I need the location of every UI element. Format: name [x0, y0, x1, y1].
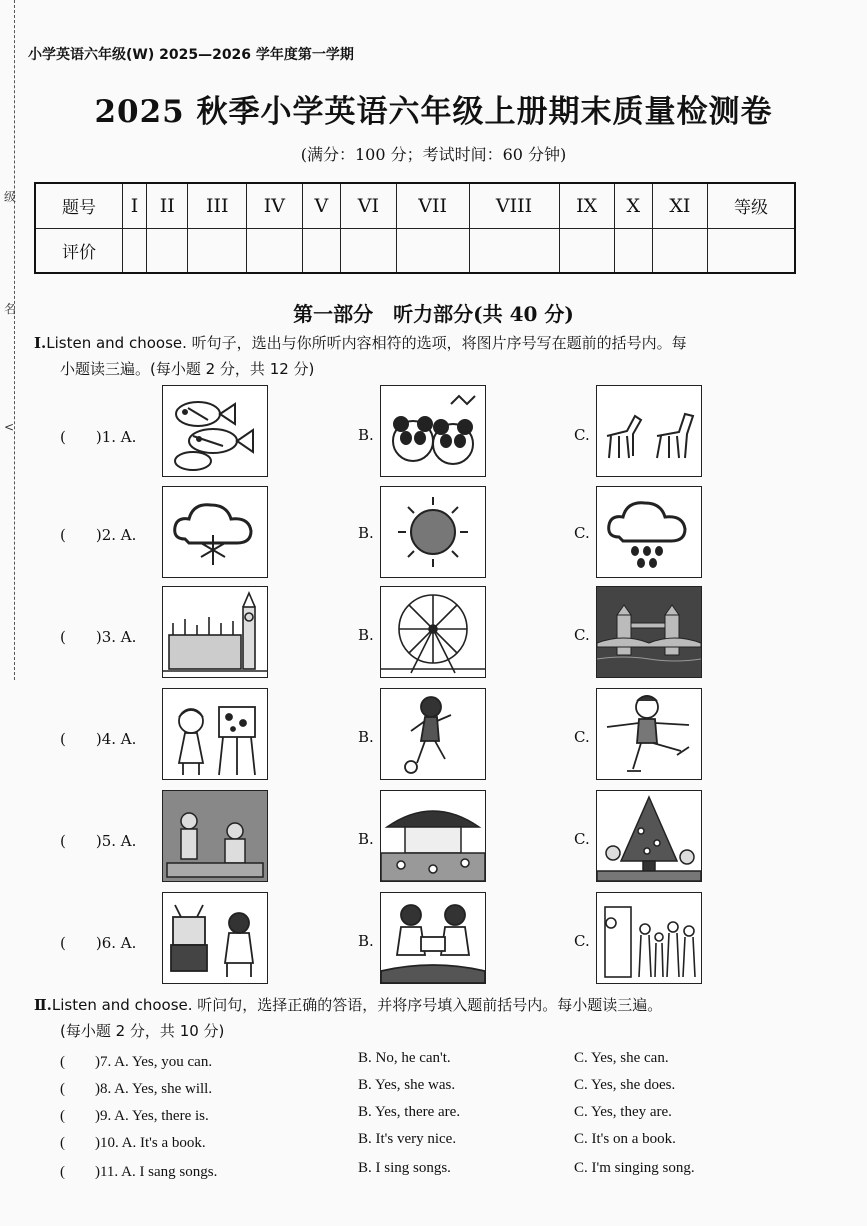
question-9-option-c: C. Yes, they are.	[574, 1104, 672, 1120]
exam-header: 小学英语六年级(W) 2025—2026 学年度第一学期	[28, 47, 354, 63]
question-6-option-c: C.	[574, 932, 590, 950]
question-6-label: ( )6. A.	[60, 934, 137, 952]
score-cell	[188, 228, 247, 273]
family-door-picture-icon	[596, 892, 702, 984]
garden-picture-icon	[380, 790, 486, 882]
question-3-option-b: B.	[358, 626, 374, 644]
sun-icon	[380, 486, 486, 578]
question-2-option-b: B.	[358, 524, 374, 542]
pandas-picture-icon	[380, 385, 486, 477]
score-cell	[652, 228, 707, 273]
girl-painting-picture-icon	[162, 688, 268, 780]
question-11-option-b: B. I sing songs.	[358, 1160, 451, 1176]
score-col-2: II	[147, 183, 188, 228]
score-cell	[614, 228, 652, 273]
question-5-option-b: B.	[358, 830, 374, 848]
question-10-option-a: ( )10. A. It's a book.	[60, 1135, 206, 1151]
question-11-option-a: ( )11. A. I sang songs.	[60, 1164, 218, 1180]
score-cell	[341, 228, 397, 273]
question-1-option-c: C.	[574, 426, 590, 444]
score-cell	[559, 228, 614, 273]
question-5-option-c: C.	[574, 830, 590, 848]
score-table	[34, 182, 796, 274]
page-title: 2025 秋季小学英语六年级上册期末质量检测卷	[94, 94, 773, 130]
section-one-line1: Listen and choose. 听句子，选出与你所听内容相符的选项，将图片序号写在题前的括号内。每	[46, 334, 687, 352]
score-cell	[147, 228, 188, 273]
question-1-option-b: B.	[358, 426, 374, 444]
christmas-tree-picture-icon	[596, 790, 702, 882]
margin-mark-class: 级	[4, 190, 17, 204]
children-reading-picture-icon	[380, 892, 486, 984]
score-col-5: V	[302, 183, 340, 228]
score-cell	[469, 228, 559, 273]
question-8-option-b: B. Yes, she was.	[358, 1077, 456, 1093]
score-table-row2-label: 评价	[35, 228, 123, 273]
section-two-instruction	[34, 992, 834, 1044]
score-cell	[396, 228, 469, 273]
question-10-option-b: B. It's very nice.	[358, 1131, 457, 1147]
score-cell	[708, 228, 796, 273]
section-one-instruction	[34, 330, 834, 382]
page-subtitle: (满分：100 分；考试时间：60 分钟)	[300, 145, 567, 164]
section-one-line2: 小题读三遍。(每小题 2 分，共 12 分)	[60, 360, 315, 378]
question-4-label: ( )4. A.	[60, 730, 137, 748]
question-1-label: ( )1. A.	[60, 428, 137, 446]
question-8-option-a: ( )8. A. Yes, she will.	[60, 1081, 213, 1097]
score-grade-label: 等级	[708, 183, 796, 228]
section-one-number: Ⅰ.	[34, 334, 47, 352]
score-col-10: X	[614, 183, 652, 228]
question-4-option-b: B.	[358, 728, 374, 746]
score-col-1: I	[123, 183, 147, 228]
question-10-option-c: C. It's on a book.	[574, 1131, 676, 1147]
score-col-11: XI	[652, 183, 707, 228]
margin-mark-arrow: <	[4, 420, 15, 434]
score-col-8: VIII	[469, 183, 559, 228]
score-table-eval-row	[35, 228, 795, 273]
question-2-option-c: C.	[574, 524, 590, 542]
margin-mark-name: 名	[4, 302, 17, 316]
part-one-title: 第一部分 听力部分(共 40 分)	[293, 302, 574, 326]
question-8-option-c: C. Yes, she does.	[574, 1077, 676, 1093]
section-two-number: Ⅱ.	[34, 996, 52, 1014]
question-9-option-a: ( )9. A. Yes, there is.	[60, 1108, 209, 1124]
ferris-wheel-picture-icon	[380, 586, 486, 678]
snowy-cloud-icon	[162, 486, 268, 578]
tower-bridge-picture-icon	[596, 586, 702, 678]
boy-skating-picture-icon	[596, 688, 702, 780]
question-7-option-a: ( )7. A. Yes, you can.	[60, 1054, 213, 1070]
question-6-option-b: B.	[358, 932, 374, 950]
question-11-option-c: C. I'm singing song.	[574, 1160, 695, 1176]
fish-picture-icon	[162, 385, 268, 477]
score-col-9: IX	[559, 183, 614, 228]
score-table-row1-label: 题号	[35, 183, 123, 228]
boy-tv-picture-icon	[162, 892, 268, 984]
question-3-option-c: C.	[574, 626, 590, 644]
question-7-option-b: B. No, he can't.	[358, 1050, 451, 1066]
section-two-line2: (每小题 2 分，共 10 分)	[60, 1022, 225, 1040]
question-3-label: ( )3. A.	[60, 628, 137, 646]
score-cell	[247, 228, 303, 273]
family-room-picture-icon	[162, 790, 268, 882]
score-col-4: IV	[247, 183, 303, 228]
score-col-7: VII	[396, 183, 469, 228]
question-4-option-c: C.	[574, 728, 590, 746]
big-ben-picture-icon	[162, 586, 268, 678]
score-col-3: III	[188, 183, 247, 228]
score-table-header-row	[35, 183, 795, 228]
question-7-option-c: C. Yes, she can.	[574, 1050, 669, 1066]
question-5-label: ( )5. A.	[60, 832, 137, 850]
score-cell	[123, 228, 147, 273]
question-2-label: ( )2. A.	[60, 526, 137, 544]
question-9-option-b: B. Yes, there are.	[358, 1104, 461, 1120]
boy-football-picture-icon	[380, 688, 486, 780]
horses-picture-icon	[596, 385, 702, 477]
section-two-line1: Listen and choose. 听问句，选择正确的答语，并将序号填入题前括号内。每小题读三遍。	[51, 996, 663, 1014]
score-cell	[302, 228, 340, 273]
rain-cloud-icon	[596, 486, 702, 578]
score-col-6: VI	[341, 183, 397, 228]
